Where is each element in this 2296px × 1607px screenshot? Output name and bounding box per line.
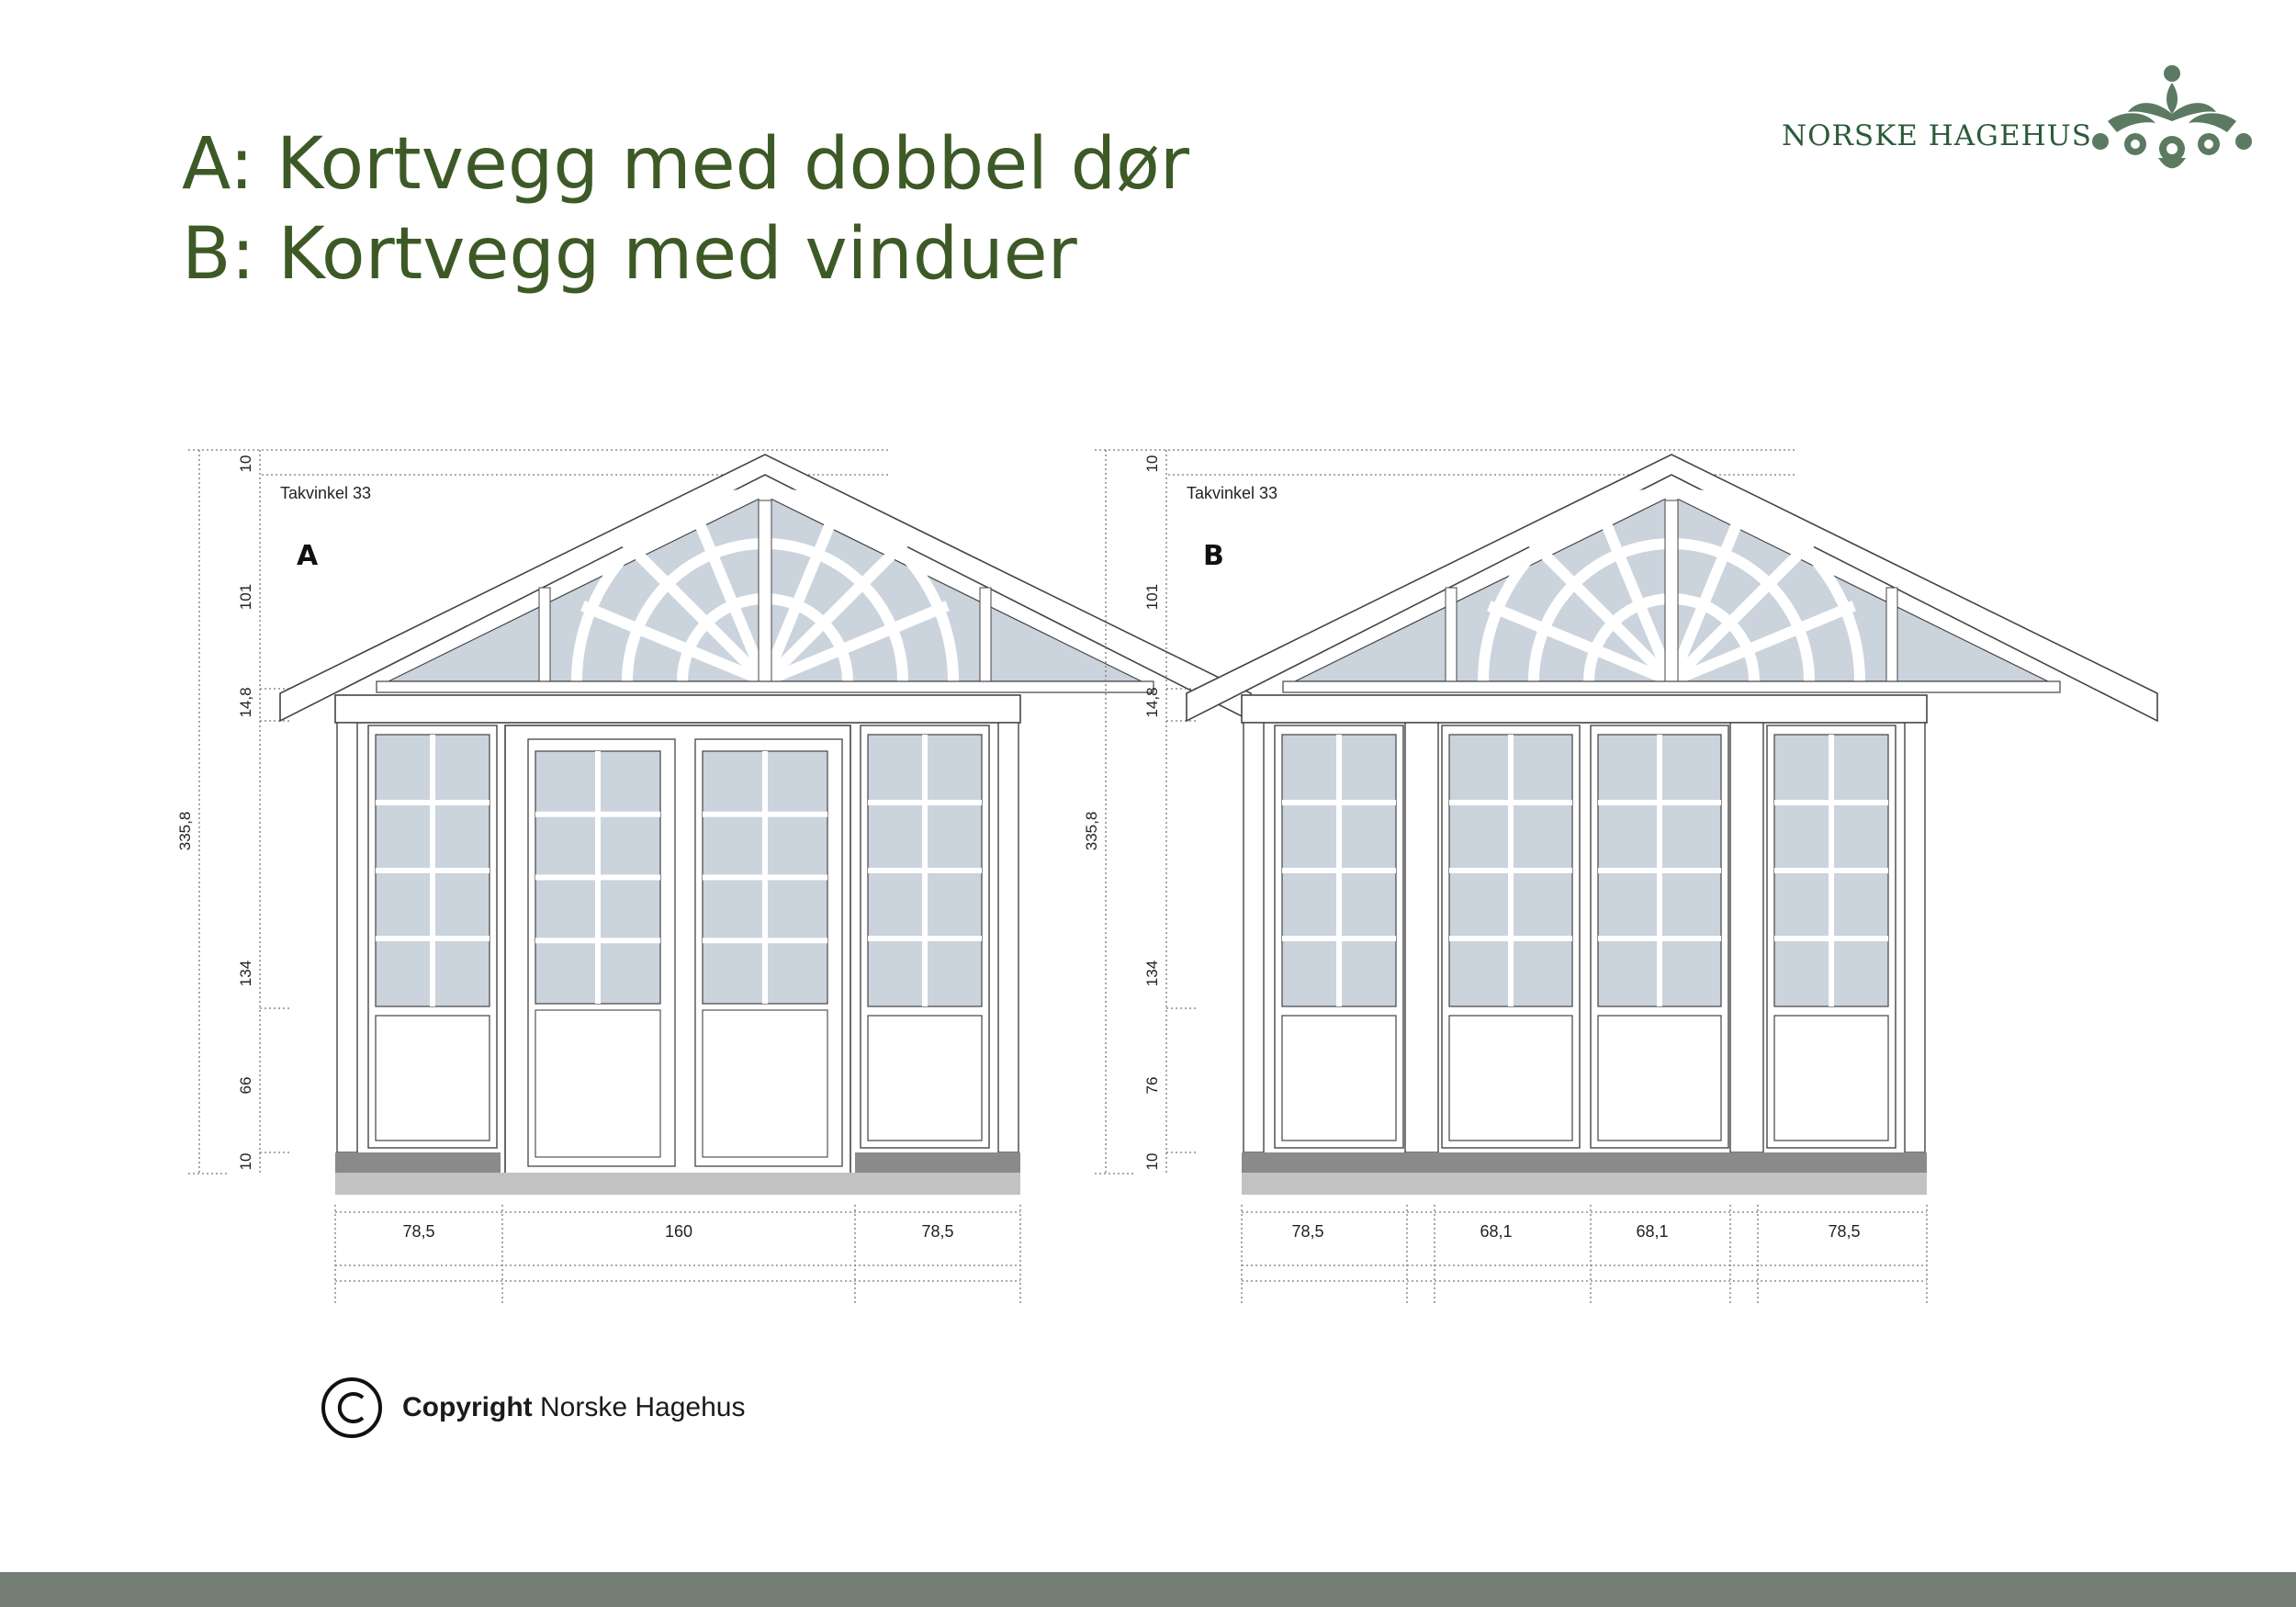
brand-name: NORSKE HAGEHUS — [1782, 119, 2092, 152]
door-window-right-muntin — [703, 938, 827, 943]
window-2-muntin — [1449, 800, 1572, 805]
vertical-dim-label: 134 — [1143, 960, 1161, 987]
foundation-right — [855, 1152, 1020, 1173]
door-window-right-muntin — [703, 875, 827, 881]
roof-angle-label: Takvinkel 33 — [1187, 484, 1278, 502]
window-1-muntin — [1282, 868, 1396, 873]
gable-post — [1886, 588, 1897, 681]
total-height-label: 335,8 — [176, 811, 194, 851]
vertical-dim-label: 10 — [1143, 455, 1161, 473]
horizontal-dim-label: 68,1 — [1480, 1222, 1513, 1241]
footer-bar — [0, 1572, 2296, 1607]
horizontal-dim-label: 78,5 — [921, 1222, 954, 1241]
horizontal-dim-label: 68,1 — [1636, 1222, 1669, 1241]
vertical-dim-label: 66 — [237, 1076, 254, 1095]
window-3-muntin — [1598, 868, 1721, 873]
window-2-muntin — [1449, 868, 1572, 873]
horizontal-dim-label: 78,5 — [1828, 1222, 1861, 1241]
roof-angle-label: Takvinkel 33 — [280, 484, 372, 502]
side-window-right-muntin — [868, 936, 982, 941]
foundation-base — [335, 1173, 1020, 1195]
title-a: A: Kortvegg med dobbel dør — [182, 123, 1189, 206]
window-panel-4 — [1774, 1016, 1888, 1141]
corner-post-left — [1244, 723, 1264, 1152]
elevation-letter: B — [1203, 540, 1224, 572]
window-panel-1 — [1282, 1016, 1396, 1141]
intermediate-post — [1405, 723, 1438, 1152]
side-panel-left — [376, 1016, 490, 1141]
gable-sill — [1283, 681, 2060, 692]
vertical-dim-label: 14,8 — [237, 687, 254, 718]
wall-top-beam — [1242, 695, 1927, 723]
door-window-left-muntin — [535, 938, 660, 943]
corner-post-right — [1905, 723, 1925, 1152]
vertical-dim-label: 10 — [237, 1152, 254, 1171]
copyright-text — [402, 1392, 745, 1423]
vertical-dim-label: 76 — [1143, 1076, 1161, 1095]
vertical-dim-label: 10 — [237, 455, 254, 473]
elevation-a — [176, 450, 1251, 1304]
window-3-muntin — [1598, 936, 1721, 941]
side-window-left-muntin — [376, 936, 490, 941]
door-window-left-muntin — [535, 875, 660, 881]
copyright-icon — [320, 1376, 384, 1440]
door-window-left-muntin — [535, 812, 660, 817]
side-panel-right — [868, 1016, 982, 1141]
window-panel-3 — [1598, 1016, 1721, 1141]
window-2-muntin — [1449, 936, 1572, 941]
horizontal-dim-label: 160 — [664, 1222, 693, 1241]
copyright-bold: Copyright — [402, 1392, 533, 1422]
window-3-muntin — [1598, 800, 1721, 805]
window-4-muntin — [1774, 800, 1888, 805]
corner-post-right — [998, 723, 1019, 1152]
window-panel-2 — [1449, 1016, 1572, 1141]
window-1-muntin — [1282, 936, 1396, 941]
foundation-base — [1242, 1173, 1927, 1195]
title-b: B: Kortvegg med vinduer — [182, 213, 1077, 296]
elevation-letter: A — [297, 540, 319, 572]
side-window-left-muntin — [376, 800, 490, 805]
total-height-label: 335,8 — [1083, 811, 1100, 851]
elevation-b — [1083, 450, 2157, 1304]
foundation-left — [335, 1152, 501, 1173]
gable-post — [980, 588, 991, 681]
gable-center-post — [1665, 500, 1678, 681]
copyright-owner: Norske Hagehus — [532, 1392, 746, 1422]
intermediate-post — [1730, 723, 1763, 1152]
vertical-dim-label: 14,8 — [1143, 687, 1161, 718]
door-panel-left — [535, 1010, 660, 1157]
vertical-dim-label: 101 — [1143, 583, 1161, 611]
door-panel-right — [703, 1010, 827, 1157]
side-window-right-muntin — [868, 800, 982, 805]
foundation-top — [1242, 1152, 1927, 1173]
side-window-left-muntin — [376, 868, 490, 873]
vertical-dim-label: 134 — [237, 960, 254, 987]
side-window-right-muntin — [868, 868, 982, 873]
wall-top-beam — [335, 695, 1020, 723]
gable-post — [539, 588, 550, 681]
door-window-right-muntin — [703, 812, 827, 817]
gable-center-post — [759, 500, 771, 681]
window-1-muntin — [1282, 800, 1396, 805]
corner-post-left — [337, 723, 357, 1152]
gable-sill — [377, 681, 1154, 692]
gable-post — [1446, 588, 1457, 681]
window-4-muntin — [1774, 936, 1888, 941]
horizontal-dim-label: 78,5 — [1291, 1222, 1324, 1241]
window-4-muntin — [1774, 868, 1888, 873]
horizontal-dim-label: 78,5 — [402, 1222, 435, 1241]
vertical-dim-label: 10 — [1143, 1152, 1161, 1171]
vertical-dim-label: 101 — [237, 583, 254, 611]
